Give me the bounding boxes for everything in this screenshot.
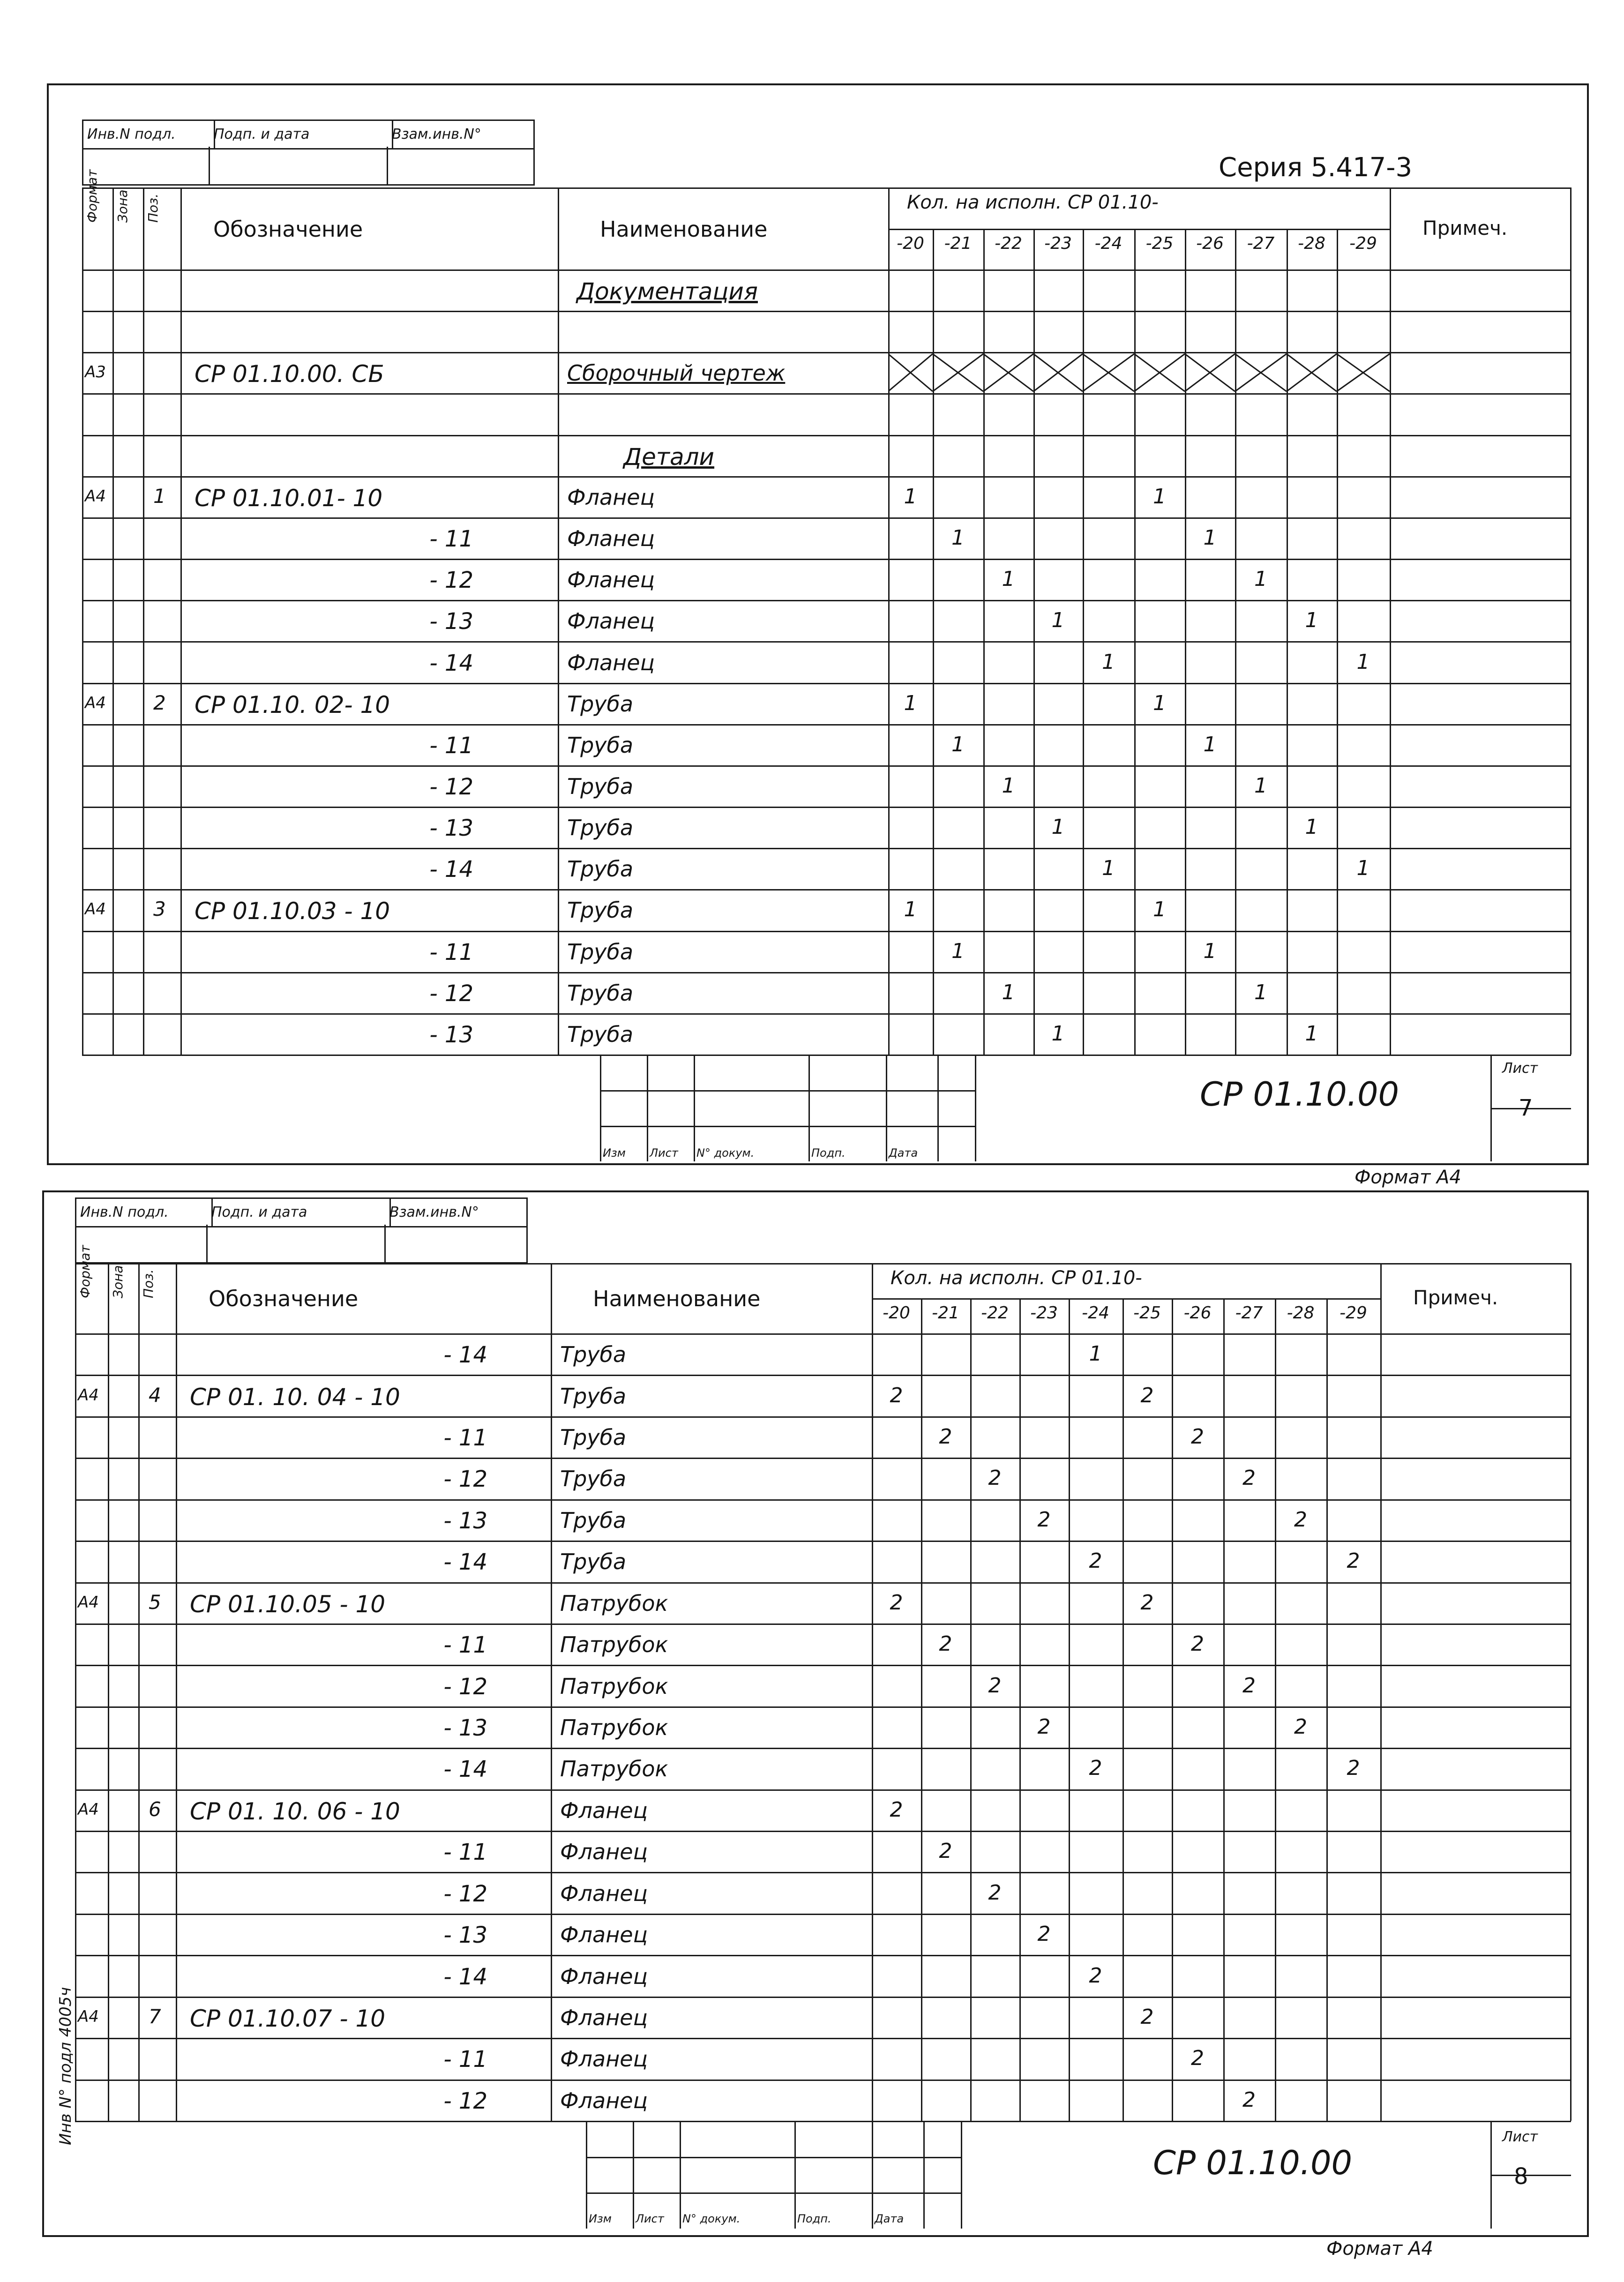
row-pos: 3 xyxy=(153,898,166,921)
grid-line xyxy=(600,1090,975,1092)
approval-stamp-1 xyxy=(82,120,535,150)
margin-inventory-note: Инв N° подл 4005ч xyxy=(56,1987,75,2145)
row-name: Фланец xyxy=(560,2005,648,2030)
row-designation: - 13 xyxy=(429,815,473,842)
variant-header: -26 xyxy=(1183,1303,1212,1323)
title-block-label: Подп. xyxy=(811,1146,846,1160)
variant-header: -26 xyxy=(1196,233,1224,253)
row-name: Патрубок xyxy=(560,1673,668,1699)
variant-header: -25 xyxy=(1145,233,1174,253)
qty-cell: 1 xyxy=(904,484,917,509)
title-block-label: Дата xyxy=(889,1146,918,1160)
qty-cell: 2 xyxy=(988,1466,1002,1490)
grid-line xyxy=(75,1416,1570,1418)
grid-line xyxy=(75,1789,1570,1791)
row-name: Труба xyxy=(567,939,634,965)
row-designation: СР 01.10.05 - 10 xyxy=(190,1590,386,1618)
qty-cell: 1 xyxy=(1153,898,1166,922)
grid-line xyxy=(112,187,114,1055)
grid-line xyxy=(75,1665,1570,1666)
row-name: Фланец xyxy=(567,484,655,510)
approval-stamp-2 xyxy=(75,1197,528,1227)
qty-cell: 2 xyxy=(939,1425,952,1449)
grid-line xyxy=(75,1624,1570,1625)
series-label: Серия 5.417-3 xyxy=(1219,152,1413,183)
grid-line xyxy=(75,1997,1570,1998)
col-qty-group: Кол. на исполн. СР 01.10- xyxy=(891,1267,1142,1289)
stamp-replace: Взам.инв.N° xyxy=(392,126,481,142)
sheet-label-8: Лист xyxy=(1502,2129,1538,2145)
row-name: Патрубок xyxy=(560,1715,668,1740)
qty-cell: 1 xyxy=(951,732,965,756)
variant-header: -21 xyxy=(944,233,972,253)
variant-header: -20 xyxy=(883,1303,910,1323)
row-name: Патрубок xyxy=(560,1756,668,1782)
grid-line xyxy=(1490,2175,1571,2176)
grid-line xyxy=(886,1055,887,1161)
row-designation: - 13 xyxy=(443,1715,487,1741)
qty-cell: 2 xyxy=(1140,2005,1154,2029)
stamp-2-lower xyxy=(75,1225,528,1264)
row-name: Труба xyxy=(567,773,634,799)
not-applicable-cross-marks xyxy=(888,352,1390,393)
grid-line xyxy=(82,765,1570,767)
variant-header: -27 xyxy=(1235,1303,1263,1323)
col-note: Примеч. xyxy=(1422,216,1508,239)
title-block-label: Изм xyxy=(589,2212,612,2225)
qty-cell: 1 xyxy=(1002,980,1015,1004)
qty-cell: 2 xyxy=(1191,2046,1204,2071)
row-name: Труба xyxy=(560,1507,627,1533)
grid-line xyxy=(888,187,890,1055)
stamp-replace-2: Взам.инв.N° xyxy=(389,1204,479,1220)
grid-line xyxy=(808,1055,810,1161)
row-name: Фланец xyxy=(567,650,655,675)
row-name: Фланец xyxy=(560,2046,648,2072)
grid-line xyxy=(75,1914,1570,1915)
variant-header: -27 xyxy=(1247,233,1275,253)
title-block-label: N° докум. xyxy=(682,2212,741,2225)
grid-line xyxy=(647,1055,648,1161)
grid-line xyxy=(586,2157,961,2158)
qty-cell: 2 xyxy=(1140,1590,1154,1615)
row-pos: 2 xyxy=(153,691,166,714)
qty-cell: 1 xyxy=(1002,567,1015,591)
row-designation: - 12 xyxy=(443,1880,487,1907)
qty-cell: 1 xyxy=(1153,691,1166,715)
qty-cell: 2 xyxy=(1242,2087,1256,2112)
grid-line xyxy=(82,311,1570,312)
grid-line xyxy=(586,2192,961,2194)
grid-line xyxy=(82,848,1570,849)
grid-line xyxy=(82,559,1570,560)
qty-cell: 1 xyxy=(1203,939,1217,963)
qty-cell: 1 xyxy=(1089,1342,1102,1366)
variant-header: -29 xyxy=(1340,1303,1367,1323)
grid-line xyxy=(75,1541,1570,1542)
grid-line xyxy=(553,1055,1571,1056)
row-name: Фланец xyxy=(567,526,655,552)
grid-line xyxy=(138,1263,140,2121)
row-designation: - 14 xyxy=(429,856,473,883)
qty-cell: 1 xyxy=(1051,815,1065,839)
col-designation: Обозначение xyxy=(209,1286,359,1311)
col-zone: Зона xyxy=(110,1265,126,1298)
row-name: Фланец xyxy=(560,1963,648,1989)
row-designation: СР 01.10.01- 10 xyxy=(195,484,383,512)
qty-cell: 2 xyxy=(890,1797,903,1822)
row-name: Патрубок xyxy=(560,1590,668,1616)
grid-line xyxy=(82,393,1570,395)
grid-line xyxy=(600,1126,975,1127)
row-designation: - 14 xyxy=(443,1756,487,1783)
row-name: Сборочный чертеж xyxy=(567,360,786,386)
row-name: Фланец xyxy=(560,1880,648,1906)
row-name: Труба xyxy=(560,1549,627,1575)
row-designation: - 12 xyxy=(429,773,473,800)
row-name: Детали xyxy=(623,443,715,471)
qty-cell: 1 xyxy=(1254,773,1267,798)
grid-line xyxy=(82,187,1570,189)
variant-header: -21 xyxy=(932,1303,959,1323)
row-designation: - 11 xyxy=(429,732,473,759)
row-designation: - 11 xyxy=(443,1839,487,1866)
grid-line xyxy=(888,229,1390,230)
format-note-7: Формат А4 xyxy=(1355,1167,1461,1188)
row-designation: - 14 xyxy=(443,1963,487,1990)
grid-line xyxy=(82,807,1570,808)
qty-cell: 2 xyxy=(1294,1507,1307,1532)
title-block-label: N° докум. xyxy=(696,1146,755,1160)
row-format: А4 xyxy=(78,1385,99,1405)
row-designation: - 11 xyxy=(443,1425,487,1452)
grid-line xyxy=(82,187,83,1055)
row-name: Труба xyxy=(560,1466,627,1492)
grid-line xyxy=(75,1263,1570,1264)
row-format: А4 xyxy=(78,1800,99,1819)
col-qty-group: Кол. на исполн. СР 01.10- xyxy=(907,192,1159,213)
row-designation: - 13 xyxy=(443,1507,487,1534)
qty-cell: 2 xyxy=(1089,1756,1102,1781)
variant-header: -22 xyxy=(995,233,1022,253)
grid-line xyxy=(872,1298,1380,1300)
stamp-1-lower xyxy=(82,147,535,186)
grid-line xyxy=(82,641,1570,643)
row-format: А4 xyxy=(85,486,106,506)
qty-cell: 2 xyxy=(988,1673,1002,1698)
title-block-label: Подп. xyxy=(797,2212,831,2225)
grid-line xyxy=(143,187,144,1055)
row-name: Труба xyxy=(567,691,634,717)
sheet-number-8: 8 xyxy=(1514,2163,1528,2190)
qty-cell: 1 xyxy=(1051,608,1065,633)
grid-line xyxy=(794,2121,796,2229)
stamp-inv: Инв.N подл. xyxy=(83,121,215,148)
qty-cell: 1 xyxy=(1203,526,1217,550)
sheet-label-7: Лист xyxy=(1502,1060,1538,1077)
title-block-label: Лист xyxy=(650,1146,678,1160)
qty-cell: 1 xyxy=(1153,484,1166,509)
row-name: Труба xyxy=(560,1425,627,1451)
grid-line xyxy=(75,1955,1570,1956)
qty-cell: 2 xyxy=(1089,1549,1102,1573)
row-pos: 4 xyxy=(149,1383,161,1407)
row-name: Фланец xyxy=(560,2087,648,2113)
qty-cell: 2 xyxy=(1191,1632,1204,1656)
col-designation: Обозначение xyxy=(213,216,363,242)
qty-cell: 2 xyxy=(1294,1715,1307,1739)
col-format: Формат xyxy=(77,1245,93,1298)
row-name: Труба xyxy=(567,815,634,841)
row-name: Фланец xyxy=(560,1797,648,1823)
qty-cell: 1 xyxy=(1254,567,1267,591)
grid-line xyxy=(82,889,1570,890)
qty-cell: 1 xyxy=(951,526,965,550)
grid-line xyxy=(75,1872,1570,1873)
grid-line xyxy=(1570,187,1572,1055)
qty-cell: 1 xyxy=(1102,856,1115,881)
row-name: Документация xyxy=(576,278,758,306)
qty-cell: 1 xyxy=(1356,856,1370,881)
qty-cell: 1 xyxy=(1305,1021,1318,1046)
row-designation: - 14 xyxy=(443,1549,487,1576)
row-name: Труба xyxy=(567,856,634,882)
grid-line xyxy=(75,1706,1570,1708)
row-designation: - 11 xyxy=(443,1632,487,1659)
qty-cell: 1 xyxy=(904,898,917,922)
variant-header: -28 xyxy=(1287,1303,1315,1323)
qty-cell: 2 xyxy=(988,1880,1002,1905)
variant-header: -24 xyxy=(1082,1303,1109,1323)
qty-cell: 1 xyxy=(951,939,965,963)
grid-line xyxy=(75,1831,1570,1832)
row-designation: - 12 xyxy=(443,1466,487,1493)
qty-cell: 1 xyxy=(1002,773,1015,798)
row-pos: 7 xyxy=(149,2005,161,2028)
qty-cell: 2 xyxy=(1242,1466,1256,1490)
qty-cell: 1 xyxy=(1356,650,1370,674)
variant-header: -25 xyxy=(1133,1303,1161,1323)
qty-cell: 2 xyxy=(1140,1383,1154,1407)
qty-cell: 2 xyxy=(1242,1673,1256,1698)
row-name: Труба xyxy=(567,732,634,758)
row-designation: СР 01.10.00. СБ xyxy=(195,360,384,388)
grid-line xyxy=(1570,1263,1572,2121)
row-designation: - 13 xyxy=(443,1922,487,1949)
col-format: Формат xyxy=(84,169,100,223)
variant-header: -29 xyxy=(1349,233,1377,253)
qty-cell: 2 xyxy=(939,1839,952,1863)
qty-cell: 2 xyxy=(1089,1963,1102,1988)
row-name: Патрубок xyxy=(560,1632,668,1658)
grid-line xyxy=(82,931,1570,932)
grid-line xyxy=(680,2121,681,2229)
grid-line xyxy=(82,972,1570,973)
row-format: А4 xyxy=(85,900,106,919)
format-note-8: Формат А4 xyxy=(1326,2238,1433,2260)
grid-line xyxy=(633,2121,634,2229)
col-name: Наименование xyxy=(600,216,768,242)
grid-line xyxy=(82,724,1570,726)
col-pos: Поз. xyxy=(141,1269,156,1298)
grid-line xyxy=(1390,187,1391,1055)
qty-cell: 2 xyxy=(1037,1922,1051,1946)
variant-header: -24 xyxy=(1094,233,1123,253)
variant-header: -28 xyxy=(1298,233,1325,253)
row-pos: 1 xyxy=(153,484,166,508)
grid-line xyxy=(82,600,1570,601)
row-designation: - 12 xyxy=(429,567,473,594)
col-zone: Зона xyxy=(115,189,130,223)
grid-line xyxy=(694,1055,695,1161)
row-name: Труба xyxy=(567,898,634,923)
grid-line xyxy=(600,1055,601,1161)
qty-cell: 2 xyxy=(1037,1715,1051,1739)
grid-line xyxy=(558,187,559,1055)
grid-line xyxy=(551,1263,552,2121)
grid-line xyxy=(82,517,1570,519)
row-designation: - 14 xyxy=(443,1342,487,1369)
row-designation: СР 01.10. 02- 10 xyxy=(195,691,390,718)
stamp-inv-2: Инв.N подл. xyxy=(76,1199,213,1226)
qty-cell: 2 xyxy=(890,1383,903,1407)
row-designation: - 13 xyxy=(429,608,473,635)
qty-cell: 2 xyxy=(1347,1756,1360,1781)
title-block-label: Изм xyxy=(603,1146,626,1160)
variant-header: -23 xyxy=(1044,233,1072,253)
grid-line xyxy=(75,1748,1570,1749)
title-block-label: Дата xyxy=(875,2212,904,2225)
doc-code-7: СР 01.10.00 xyxy=(1200,1075,1399,1114)
title-block-label: Лист xyxy=(636,2212,664,2225)
grid-line xyxy=(937,1055,939,1161)
grid-line xyxy=(75,1458,1570,1459)
variant-header: -23 xyxy=(1030,1303,1058,1323)
row-designation: - 11 xyxy=(429,939,473,965)
qty-cell: 1 xyxy=(1102,650,1115,674)
grid-line xyxy=(923,2121,925,2229)
row-format: А4 xyxy=(85,693,106,712)
qty-cell: 1 xyxy=(1305,608,1318,633)
qty-cell: 2 xyxy=(890,1590,903,1615)
qty-cell: 1 xyxy=(904,691,917,715)
row-designation: - 11 xyxy=(429,526,473,553)
row-designation: - 12 xyxy=(429,980,473,1007)
row-designation: СР 01.10.07 - 10 xyxy=(190,2005,386,2032)
row-format: А3 xyxy=(85,363,106,382)
grid-line xyxy=(1380,1263,1382,2121)
col-pos: Поз. xyxy=(145,194,161,223)
col-note: Примеч. xyxy=(1413,1286,1498,1309)
row-format: А4 xyxy=(78,1593,99,1612)
grid-line xyxy=(108,1263,109,2121)
col-name: Наименование xyxy=(593,1286,761,1311)
row-name: Фланец xyxy=(560,1839,648,1865)
stamp-sign: Подп. и дата xyxy=(210,121,393,148)
row-pos: 5 xyxy=(149,1590,161,1614)
row-designation: СР 01.10.03 - 10 xyxy=(195,898,390,925)
variant-header: -22 xyxy=(981,1303,1009,1323)
row-name: Фланец xyxy=(567,567,655,593)
grid-line xyxy=(82,1013,1570,1015)
row-designation: - 11 xyxy=(443,2046,487,2073)
row-name: Труба xyxy=(560,1342,627,1368)
row-designation: - 12 xyxy=(443,1673,487,1700)
qty-cell: 1 xyxy=(1051,1021,1065,1046)
sheet-number-7: 7 xyxy=(1519,1095,1533,1121)
row-designation: - 14 xyxy=(429,650,473,676)
qty-cell: 1 xyxy=(1254,980,1267,1004)
grid-line xyxy=(586,2121,587,2229)
title-block-7 xyxy=(600,1055,1584,1161)
grid-line xyxy=(75,2038,1570,2039)
grid-line xyxy=(82,435,1570,436)
grid-line xyxy=(82,683,1570,684)
grid-line xyxy=(75,1263,76,2121)
grid-line xyxy=(961,2121,962,2229)
qty-cell: 1 xyxy=(1203,732,1217,756)
stamp-sign-2: Подп. и дата xyxy=(208,1199,391,1226)
row-designation: - 12 xyxy=(443,2087,487,2114)
doc-code-8: СР 01.10.00 xyxy=(1153,2144,1353,2182)
qty-cell: 2 xyxy=(1191,1425,1204,1449)
row-pos: 6 xyxy=(149,1797,161,1821)
qty-cell: 2 xyxy=(939,1632,952,1656)
row-name: Фланец xyxy=(567,608,655,634)
grid-line xyxy=(82,476,1570,478)
row-designation: СР 01. 10. 06 - 10 xyxy=(190,1797,400,1825)
grid-line xyxy=(975,1055,976,1161)
qty-cell: 2 xyxy=(1347,1549,1360,1573)
qty-cell: 2 xyxy=(1037,1507,1051,1532)
row-format: А4 xyxy=(78,2007,99,2026)
qty-cell: 1 xyxy=(1305,815,1318,839)
row-name: Труба xyxy=(560,1383,627,1409)
row-designation: - 13 xyxy=(429,1021,473,1048)
grid-line xyxy=(75,2080,1570,2081)
row-name: Труба xyxy=(567,980,634,1006)
grid-line xyxy=(82,269,1570,271)
row-name: Фланец xyxy=(560,1922,648,1948)
grid-line xyxy=(75,1499,1570,1501)
row-designation: СР 01. 10. 04 - 10 xyxy=(190,1383,400,1411)
variant-header: -20 xyxy=(897,233,924,253)
grid-line xyxy=(75,1333,1570,1335)
grid-line xyxy=(539,2121,1571,2122)
grid-line xyxy=(872,2121,873,2229)
row-name: Труба xyxy=(567,1021,634,1047)
grid-line xyxy=(75,1582,1570,1584)
grid-line xyxy=(75,1375,1570,1376)
